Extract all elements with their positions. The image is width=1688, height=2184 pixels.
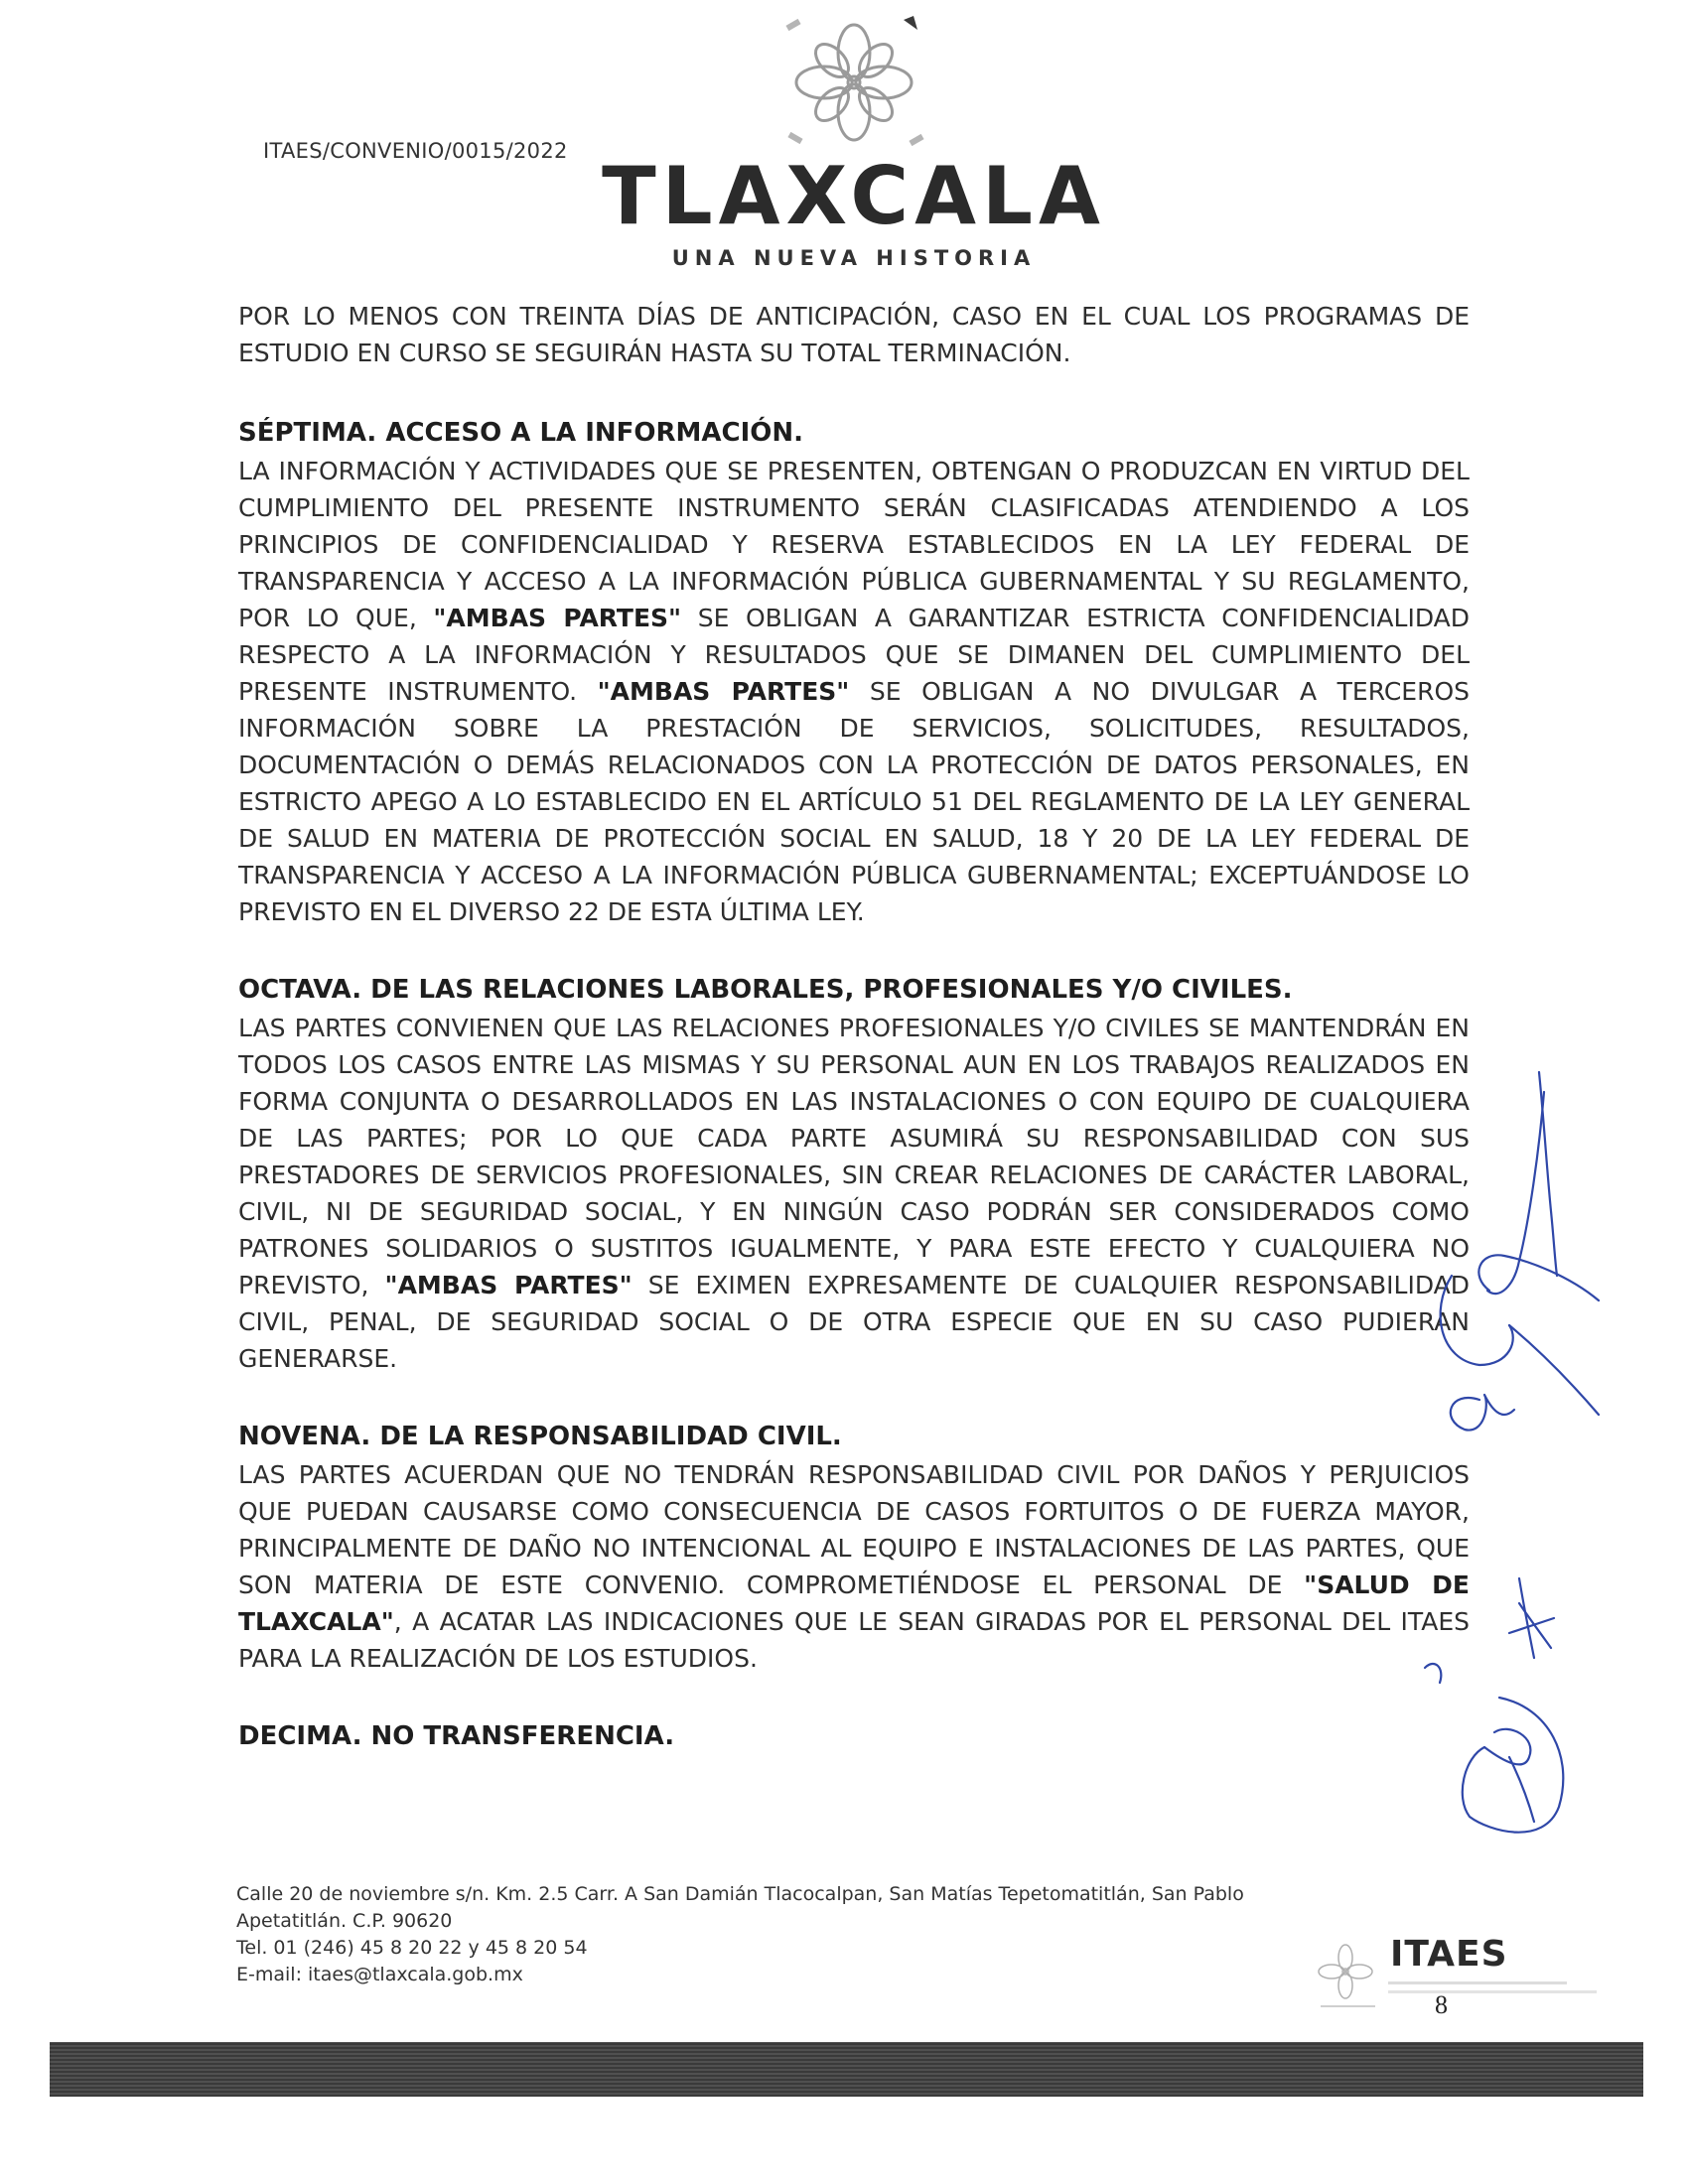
logo-subtitle: UNA NUEVA HISTORIA [671,246,1037,270]
tlaxcala-emblem-icon [765,8,943,162]
page-number: 8 [1435,1990,1448,2019]
clause-body-octava [238,1010,1470,1377]
party-name: "SALUD DE TLAXCALA" [238,1570,1470,1636]
intro-paragraph: POR LO MENOS CON TREINTA DÍAS DE ANTICIPACIÓN, CASO EN EL CUAL LOS PROGRAMAS DE ESTUDIO EN CURSO SE SEGUIRÁN HASTA SU TOTAL TERMINACIÓN. [238,302,1470,367]
clause-text: , A ACATAR LAS INDICACIONES QUE LE SEAN GIRADAS POR EL PERSONAL DEL ITAES PARA LA REALIZACIÓN DE LOS ESTUDIOS. [238,1607,1470,1673]
document-body [238,298,1470,1756]
address-line: Calle 20 de noviembre s/n. Km. 2.5 Carr. A San Damián Tlacocalpan, San Matías Tepetomatitlán, San Pablo [236,1883,1244,1905]
phone-line: Tel. 01 (246) 45 8 20 22 y 45 8 20 54 [236,1937,588,1959]
reference-code: ITAES/CONVENIO/0015/2022 [263,139,568,163]
footer-logo-text: ITAES [1390,1934,1508,1975]
clause-title-decima: DECIMA. NO TRANSFERENCIA. [238,1721,675,1751]
clause-body-septima [238,453,1470,930]
bottom-scan-bar [50,2042,1643,2097]
address-line: Apetatitlán. C.P. 90620 [236,1910,453,1932]
clause-text: SE EXIMEN EXPRESAMENTE DE CUALQUIER RESPONSABILIDAD CIVIL, PENAL, DE SEGURIDAD SOCIAL O DE OTRA ESPECIE QUE EN SU CASO PUDIERAN GENERARSE. [238,1271,1471,1373]
clause-text: SE OBLIGAN A NO DIVULGAR A TERCEROS INFORMACIÓN SOBRE LA PRESTACIÓN DE SERVICIOS, SOLICITUDES, RESULTADOS, DOCUMENTACIÓN O DEMÁS RELACIONADOS CON LA PROTECCIÓN DE DATOS PERSONALES, EN ESTRICTO APEGO A LO ESTABLECIDO EN EL ARTÍCULO 51 DEL REGLAMENTO DE LA LEY GENERAL DE SALUD EN MATERIA DE PROTECCIÓN SOCIAL EN SALUD, 18 Y 20 DE LA LEY FEDERAL DE TRANSPARENCIA Y ACCESO A LA INFORMACIÓN PÚBLICA GUBERNAMENTAL; EXCEPTUÁNDOSE LO PREVISTO EN EL DIVERSO 22 DE ESTA ÚLTIMA LEY. [238,677,1471,926]
clause-text: LAS PARTES CONVIENEN QUE LAS RELACIONES PROFESIONALES Y/O CIVILES SE MANTENDRÁN EN TODOS LOS CASOS ENTRE LAS MISMAS Y SU PERSONAL AUN EN LOS TRABAJOS REALIZADOS EN FORMA CONJUNTA O DESARROLLADOS EN LAS INSTALACIONES O CON EQUIPO DE CUALQUIERA DE LAS PARTES; POR LO QUE CADA PARTE ASUMIRÁ SU RESPONSABILIDAD CON SUS PRESTADORES DE SERVICIOS PROFESIONALES, SIN CREAR RELACIONES DE CARÁCTER LABORAL, CIVIL, NI DE SEGURIDAD SOCIAL, Y EN NINGÚN CASO PODRÁN SER CONSIDERADOS COMO PATRONES SOLIDARIOS O SUSTITOS IGUALMENTE, Y PARA ESTE EFECTO Y CUALQUIERA NO PREVISTO, [238,1014,1470,1299]
clause-text: LA INFORMACIÓN Y ACTIVIDADES QUE SE PRESENTEN, OBTENGAN O PRODUZCAN EN VIRTUD DEL CUMPLIMIENTO DEL PRESENTE INSTRUMENTO SERÁN CLASIFICADAS ATENDIENDO A LOS PRINCIPIOS DE CONFIDENCIALIDAD Y RESERVA ESTABLECIDOS EN LA LEY FEDERAL DE TRANSPARENCIA Y ACCESO A LA INFORMACIÓN PÚBLICA GUBERNAMENTAL Y SU REGLAMENTO, POR LO QUE, [238,457,1470,632]
footer-logo-tagline [1388,1978,1602,1993]
handwritten-signatures [1370,1062,1668,1837]
logo-title: TLAXCALA [602,150,1106,242]
party-name: "AMBAS PARTES" [384,1271,633,1299]
party-name: "AMBAS PARTES" [433,604,682,632]
clause-title-octava: OCTAVA. DE LAS RELACIONES LABORALES, PROFESIONALES Y/O CIVILES. [238,975,1293,1005]
clause-text: SE OBLIGAN A GARANTIZAR ESTRICTA CONFIDENCIALIDAD RESPECTO A LA INFORMACIÓN Y RESULTADOS QUE SE DIMANEN DEL CUMPLIMIENTO DEL PRESENTE INSTRUMENTO. [238,604,1470,706]
footer-address [236,1881,1428,1988]
clause-title-septima: SÉPTIMA. ACCESO A LA INFORMACIÓN. [238,418,804,448]
clause-title-novena: NOVENA. DE LA RESPONSABILIDAD CIVIL. [238,1422,842,1451]
email-line: E-mail: itaes@tlaxcala.gob.mx [236,1964,523,1985]
party-name: "AMBAS PARTES" [597,677,850,706]
clause-text: LAS PARTES ACUERDAN QUE NO TENDRÁN RESPONSABILIDAD CIVIL POR DAÑOS Y PERJUICIOS QUE PUEDAN CAUSARSE COMO CONSECUENCIA DE CASOS FORTUITOS O DE FUERZA MAYOR, PRINCIPALMENTE DE DAÑO NO INTENCIONAL AL EQUIPO E INSTALACIONES DE LAS PARTES, QUE SON MATERIA DE ESTE CONVENIO. COMPROMETIÉNDOSE EL PERSONAL DE [238,1460,1470,1599]
clause-body-novena [238,1456,1470,1677]
